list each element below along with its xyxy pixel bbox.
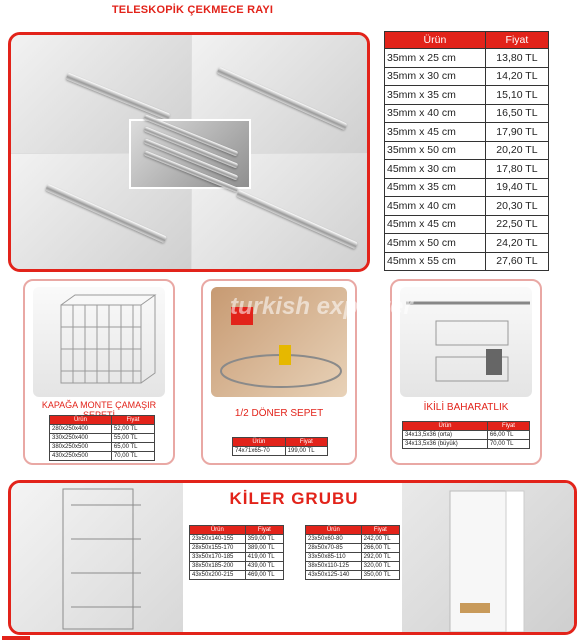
- rail-photo-panel: [8, 32, 370, 272]
- cell-fiyat: 66,00 TL: [487, 431, 529, 440]
- cell-urun: 35mm x 25 cm: [385, 49, 486, 68]
- cell-urun: 45mm x 40 cm: [385, 197, 486, 216]
- table-row: [306, 562, 400, 571]
- col-header-fiyat: Fiyat: [245, 526, 283, 535]
- table-row: [190, 535, 284, 544]
- col-header-urun: Ürün: [385, 32, 486, 49]
- cell-urun: 45mm x 35 cm: [385, 178, 486, 197]
- table-row: [385, 234, 549, 253]
- corner-mark: [2, 636, 30, 640]
- cell-fiyat: 13,80 TL: [485, 49, 548, 68]
- card-title: 1/2 DÖNER SEPET: [234, 408, 324, 419]
- cell-fiyat: 469,00 TL: [245, 571, 283, 580]
- table-row: [385, 178, 549, 197]
- table-row: [306, 553, 400, 562]
- col-header-urun: Ürün: [306, 526, 362, 535]
- table-row: [190, 553, 284, 562]
- col-header-fiyat: Fiyat: [485, 32, 548, 49]
- col-header-fiyat: Fiyat: [285, 438, 327, 447]
- page-title: TELESKOPİK ÇEKMECE RAYI: [111, 4, 274, 16]
- cell-urun: 33x50x170-185: [190, 553, 246, 562]
- card-title: KAPAĞA MONTE ÇAMAŞIR: [41, 400, 157, 410]
- spice-rack-table: [402, 421, 530, 449]
- table-row: [385, 197, 549, 216]
- table-row: [385, 104, 549, 123]
- table-row: [385, 67, 549, 86]
- cell-fiyat: 65,00 TL: [111, 443, 154, 452]
- cell-urun: 380x250x500: [50, 443, 112, 452]
- cell-fiyat: 359,00 TL: [245, 535, 283, 544]
- rail-photo-center: [129, 119, 251, 189]
- col-header-fiyat: Fiyat: [361, 526, 399, 535]
- cell-fiyat: 389,00 TL: [245, 544, 283, 553]
- cell-urun: 35mm x 30 cm: [385, 67, 486, 86]
- cell-fiyat: 350,00 TL: [361, 571, 399, 580]
- cell-fiyat: 17,90 TL: [485, 123, 548, 142]
- cell-fiyat: 15,10 TL: [485, 86, 548, 105]
- rotating-basket-table: [232, 437, 328, 456]
- cell-urun: 28x50x155-170: [190, 544, 246, 553]
- cell-fiyat: 20,20 TL: [485, 141, 548, 160]
- col-header-fiyat: Fiyat: [111, 416, 154, 425]
- cell-fiyat: 419,00 TL: [245, 553, 283, 562]
- cell-fiyat: 439,00 TL: [245, 562, 283, 571]
- table-row: [385, 141, 549, 160]
- table-row: [233, 447, 328, 456]
- cell-fiyat: 27,60 TL: [485, 252, 548, 271]
- cell-fiyat: 70,00 TL: [111, 452, 154, 461]
- laundry-basket-image: [33, 287, 165, 397]
- col-header-urun: Ürün: [190, 526, 246, 535]
- cell-urun: 35mm x 35 cm: [385, 86, 486, 105]
- cell-urun: 35mm x 50 cm: [385, 141, 486, 160]
- cell-urun: 23x50x140-155: [190, 535, 246, 544]
- cell-urun: 430x250x500: [50, 452, 112, 461]
- table-row: [385, 49, 549, 68]
- table-row: [385, 86, 549, 105]
- table-row: [190, 544, 284, 553]
- table-row: [385, 123, 549, 142]
- watermark: turkish exporter: [230, 293, 413, 320]
- pantry-table-2: [305, 525, 400, 580]
- cell-fiyat: 24,20 TL: [485, 234, 548, 253]
- col-header-urun: Ürün: [233, 438, 286, 447]
- cell-fiyat: 266,00 TL: [361, 544, 399, 553]
- cell-fiyat: 17,80 TL: [485, 160, 548, 179]
- cell-urun: 45mm x 55 cm: [385, 252, 486, 271]
- cell-fiyat: 20,30 TL: [485, 197, 548, 216]
- pantry-group-panel: [8, 480, 577, 635]
- cell-fiyat: 16,50 TL: [485, 104, 548, 123]
- table-row: [403, 431, 530, 440]
- cell-fiyat: 292,00 TL: [361, 553, 399, 562]
- cell-fiyat: 14,20 TL: [485, 67, 548, 86]
- cell-urun: 45mm x 30 cm: [385, 160, 486, 179]
- rail-price-table: [384, 31, 549, 271]
- cell-fiyat: 70,00 TL: [487, 440, 529, 449]
- cell-urun: 23x50x60-80: [306, 535, 362, 544]
- cell-urun: 28x50x70-85: [306, 544, 362, 553]
- cell-urun: 33x50x85-110: [306, 553, 362, 562]
- cell-fiyat: 19,40 TL: [485, 178, 548, 197]
- table-row: [403, 440, 530, 449]
- cell-fiyat: 22,50 TL: [485, 215, 548, 234]
- cell-urun: 43x50x125-140: [306, 571, 362, 580]
- col-header-fiyat: Fiyat: [487, 422, 529, 431]
- table-row: [385, 215, 549, 234]
- cell-urun: 330x250x400: [50, 434, 112, 443]
- table-row: [306, 544, 400, 553]
- table-row: [306, 571, 400, 580]
- cell-fiyat: 199,00 TL: [285, 447, 327, 456]
- cell-urun: 35mm x 40 cm: [385, 104, 486, 123]
- cell-urun: 34x13,5x36 (orta): [403, 431, 488, 440]
- table-row: [385, 160, 549, 179]
- cell-urun: 43x50x200-215: [190, 571, 246, 580]
- cell-urun: 45mm x 45 cm: [385, 215, 486, 234]
- table-row: [50, 425, 155, 434]
- table-row: [50, 434, 155, 443]
- cell-urun: 34x13,5x36 (büyük): [403, 440, 488, 449]
- table-row: [190, 571, 284, 580]
- table-row: [190, 562, 284, 571]
- cell-fiyat: 242,00 TL: [361, 535, 399, 544]
- card-title: İKİLİ BAHARATLIK: [423, 402, 509, 413]
- cell-urun: 38x50x185-200: [190, 562, 246, 571]
- cell-fiyat: 320,00 TL: [361, 562, 399, 571]
- col-header-urun: Ürün: [50, 416, 112, 425]
- table-row: [385, 252, 549, 271]
- pantry-group-title: KİLER GRUBU: [229, 489, 359, 508]
- table-row: [50, 452, 155, 461]
- cell-urun: 35mm x 45 cm: [385, 123, 486, 142]
- cell-urun: 45mm x 50 cm: [385, 234, 486, 253]
- card-laundry-basket: [23, 279, 175, 465]
- col-header-urun: Ürün: [403, 422, 488, 431]
- spice-rack-image: [400, 287, 532, 397]
- pantry-unit-image: [11, 483, 183, 632]
- cell-urun: 280x250x400: [50, 425, 112, 434]
- table-row: [306, 535, 400, 544]
- cell-urun: 74x71x65-70: [233, 447, 286, 456]
- pantry-table-1: [189, 525, 284, 580]
- cell-urun: 38x50x110-125: [306, 562, 362, 571]
- cell-fiyat: 55,00 TL: [111, 434, 154, 443]
- cell-fiyat: 52,00 TL: [111, 425, 154, 434]
- laundry-basket-table: [49, 415, 155, 461]
- pantry-cabinet-image: [402, 483, 574, 632]
- table-row: [50, 443, 155, 452]
